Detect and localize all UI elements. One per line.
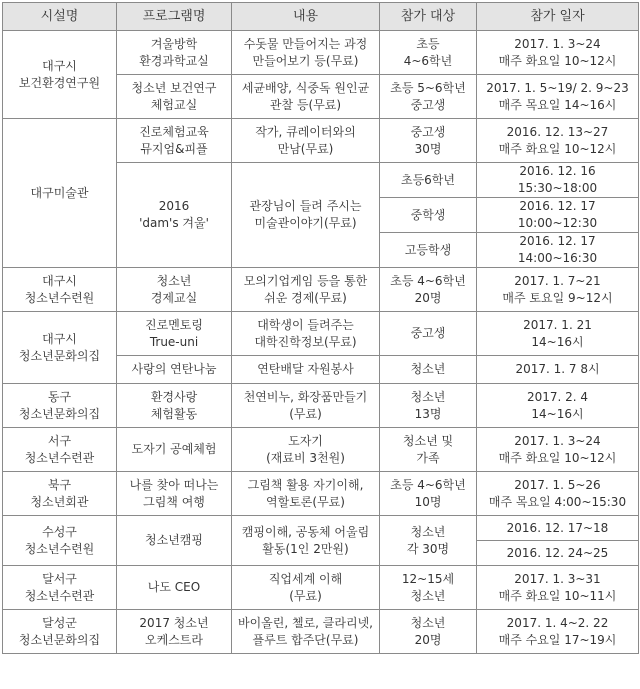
program-cell: 2017 청소년 오케스트라 xyxy=(117,610,232,654)
program-cell: 진로멘토링 True-uni xyxy=(117,312,232,356)
program-cell: 2016 'dam's 겨울' xyxy=(117,163,232,268)
date-cell: 2017. 1. 3~24 매주 화요일 10~12시 xyxy=(477,428,639,472)
date-cell: 2016. 12. 16 15:30~18:00 xyxy=(477,163,639,198)
table-row xyxy=(3,516,639,541)
date-cell: 2017. 1. 3~24 매주 화요일 10~12시 xyxy=(477,31,639,75)
date-cell: 2017. 1. 7~21 매주 토요일 9~12시 xyxy=(477,268,639,312)
program-cell: 도자기 공예체험 xyxy=(117,428,232,472)
target-cell: 청소년 xyxy=(380,356,477,384)
table-row xyxy=(3,384,639,428)
date-cell: 2017. 2. 4 14~16시 xyxy=(477,384,639,428)
content-cell: 모의기업게임 등을 통한 쉬운 경제(무료) xyxy=(232,268,380,312)
content-cell: 연탄배달 자원봉사 xyxy=(232,356,380,384)
date-cell: 2017. 1. 4~2. 22 매주 수요일 17~19시 xyxy=(477,610,639,654)
target-cell: 초등 4~6학년 10명 xyxy=(380,472,477,516)
date-cell: 2017. 1. 7 8시 xyxy=(477,356,639,384)
target-cell: 초등6학년 xyxy=(380,163,477,198)
content-cell: 대학생이 들려주는 대학진학정보(무료) xyxy=(232,312,380,356)
program-cell: 겨울방학 환경과학교실 xyxy=(117,31,232,75)
target-cell: 중고생 30명 xyxy=(380,119,477,163)
facility-cell: 달서구 청소년수련관 xyxy=(3,566,117,610)
target-cell: 초등 5~6학년 중고생 xyxy=(380,75,477,119)
facility-cell: 대구미술관 xyxy=(3,119,117,268)
date-cell: 2017. 1. 21 14~16시 xyxy=(477,312,639,356)
table-row xyxy=(3,610,639,654)
content-cell: 천연비누, 화장품만들기 (무료) xyxy=(232,384,380,428)
facility-cell: 수성구 청소년수련원 xyxy=(3,516,117,566)
table-row xyxy=(3,268,639,312)
content-cell: 그림책 활용 자기이해, 역할토론(무료) xyxy=(232,472,380,516)
program-cell: 환경사랑 체험활동 xyxy=(117,384,232,428)
date-cell: 2016. 12. 17 10:00~12:30 xyxy=(477,198,639,233)
target-cell: 고등학생 xyxy=(380,233,477,268)
date-cell: 2016. 12. 17 14:00~16:30 xyxy=(477,233,639,268)
target-cell: 중학생 xyxy=(380,198,477,233)
facility-cell: 대구시 청소년문화의집 xyxy=(3,312,117,384)
target-cell: 중고생 xyxy=(380,312,477,356)
facility-cell: 대구시 보건환경연구원 xyxy=(3,31,117,119)
program-cell: 사랑의 연탄나눔 xyxy=(117,356,232,384)
facility-cell: 달성군 청소년문화의집 xyxy=(3,610,117,654)
date-cell: 2016. 12. 24~25 xyxy=(477,541,639,566)
table-row xyxy=(3,566,639,610)
content-cell: 작가, 큐레이터와의 만남(무료) xyxy=(232,119,380,163)
content-cell: 캠핑이해, 공동체 어울림 활동(1인 2만원) xyxy=(232,516,380,566)
header-date: 참가 일자 xyxy=(477,3,639,31)
programs-table xyxy=(2,2,639,654)
target-cell: 초등 4~6학년 xyxy=(380,31,477,75)
header-row xyxy=(3,3,639,31)
date-cell: 2017. 1. 5~19/ 2. 9~23 매주 목요일 14~16시 xyxy=(477,75,639,119)
table-row xyxy=(3,31,639,75)
header-target: 참가 대상 xyxy=(380,3,477,31)
table-row xyxy=(3,472,639,516)
facility-cell: 서구 청소년수련관 xyxy=(3,428,117,472)
table-row xyxy=(3,119,639,163)
facility-cell: 북구 청소년회관 xyxy=(3,472,117,516)
target-cell: 청소년 각 30명 xyxy=(380,516,477,566)
facility-cell: 대구시 청소년수련원 xyxy=(3,268,117,312)
header-facility: 시설명 xyxy=(3,3,117,31)
program-cell: 청소년 경제교실 xyxy=(117,268,232,312)
content-cell: 직업세계 이해 (무료) xyxy=(232,566,380,610)
program-cell: 청소년캠핑 xyxy=(117,516,232,566)
table-row xyxy=(3,428,639,472)
target-cell: 청소년 20명 xyxy=(380,610,477,654)
date-cell: 2016. 12. 13~27 매주 화요일 10~12시 xyxy=(477,119,639,163)
table-row xyxy=(3,312,639,356)
date-cell: 2016. 12. 17~18 xyxy=(477,516,639,541)
date-cell: 2017. 1. 5~26 매주 목요일 4:00~15:30 xyxy=(477,472,639,516)
facility-cell: 동구 청소년문화의집 xyxy=(3,384,117,428)
content-cell: 바이올린, 첼로, 클라리넷, 플루트 합주단(무료) xyxy=(232,610,380,654)
content-cell: 수돗물 만들어지는 과정 만들어보기 등(무료) xyxy=(232,31,380,75)
program-cell: 나를 찾아 떠나는 그림책 여행 xyxy=(117,472,232,516)
program-cell: 청소년 보건연구 체험교실 xyxy=(117,75,232,119)
content-cell: 세균배양, 식중독 원인균 관찰 등(무료) xyxy=(232,75,380,119)
program-cell: 진로체험교육 뮤지엄&피플 xyxy=(117,119,232,163)
target-cell: 청소년 13명 xyxy=(380,384,477,428)
target-cell: 초등 4~6학년 20명 xyxy=(380,268,477,312)
target-cell: 청소년 및 가족 xyxy=(380,428,477,472)
program-cell: 나도 CEO xyxy=(117,566,232,610)
target-cell: 12~15세 청소년 xyxy=(380,566,477,610)
header-content: 내용 xyxy=(232,3,380,31)
content-cell: 관장님이 들려 주시는 미술관이야기(무료) xyxy=(232,163,380,268)
date-cell: 2017. 1. 3~31 매주 화요일 10~11시 xyxy=(477,566,639,610)
content-cell: 도자기 (재료비 3천원) xyxy=(232,428,380,472)
header-program: 프로그램명 xyxy=(117,3,232,31)
